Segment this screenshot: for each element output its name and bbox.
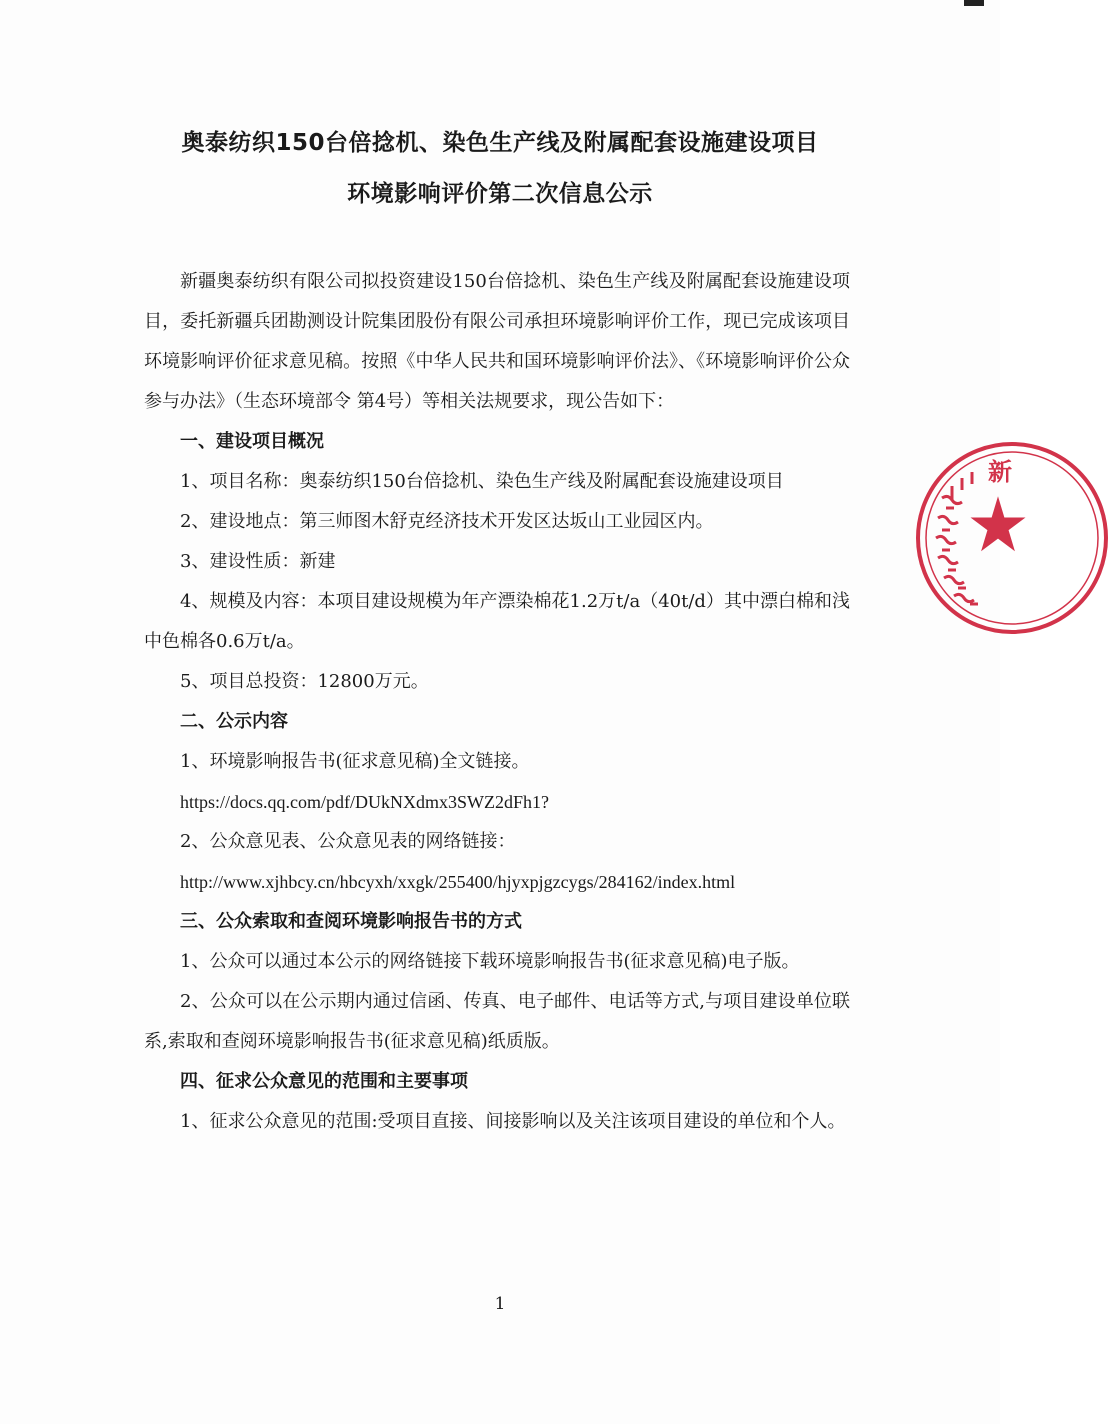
section-1-item-3: 3、建设性质：新建 [180, 551, 336, 572]
company-seal-icon [912, 438, 1112, 638]
section-2-item-1: 1、环境影响报告书(征求意见稿)全文链接。 [180, 751, 530, 772]
scan-corner-mark [964, 0, 984, 6]
report-link[interactable]: https://docs.qq.com/pdf/DUkNXdmx3SWZ2dFh1? [180, 792, 549, 812]
section-4-heading: 四、征求公众意见的范围和主要事项 [180, 1071, 468, 1092]
document-title-line-2: 环境影响评价第二次信息公示 [347, 181, 653, 207]
section-1-item-2: 2、建设地点：第三师图木舒克经济技术开发区达坂山工业园区内。 [180, 511, 714, 532]
seal-mark-text: 新 [988, 458, 1012, 486]
opinion-form-link[interactable]: http://www.xjhbcy.cn/hbcyxh/xxgk/255400/hjyxpjgzcygs/284162/index.html [180, 872, 736, 892]
section-1-item-4: 4、规模及内容：本项目建设规模为年产漂染棉花1.2万t/a（40t/d）其中漂白棉和浅中色棉各0.6万t/a。 [144, 591, 850, 652]
section-3-heading: 三、公众索取和查阅环境影响报告书的方式 [180, 911, 522, 932]
section-2-item-2: 2、公众意见表、公众意见表的网络链接： [180, 831, 516, 852]
section-1-item-1: 1、项目名称：奥泰纺织150台倍捻机、染色生产线及附属配套设施建设项目 [180, 471, 784, 492]
document-body [144, 262, 850, 1142]
document-title-line-1: 奥泰纺织150台倍捻机、染色生产线及附属配套设施建设项目 [181, 130, 819, 156]
section-4-item-1: 1、征求公众意见的范围:受项目直接、间接影响以及关注该项目建设的单位和个人。 [180, 1111, 846, 1132]
section-3-item-2: 2、公众可以在公示期内通过信函、传真、电子邮件、电话等方式,与项目建设单位联系,索取和查阅环境影响报告书(征求意见稿)纸质版。 [144, 991, 850, 1052]
section-1-item-5: 5、项目总投资：12800万元。 [180, 671, 429, 692]
section-3-item-1: 1、公众可以通过本公示的网络链接下载环境影响报告书(征求意见稿)电子版。 [180, 951, 800, 972]
page-number: 1 [494, 1294, 506, 1314]
section-2-heading: 二、公示内容 [180, 711, 288, 732]
section-1-heading: 一、建设项目概况 [180, 431, 324, 452]
intro-paragraph: 新疆奥泰纺织有限公司拟投资建设150台倍捻机、染色生产线及附属配套设施建设项目，委托新疆兵团勘测设计院集团股份有限公司承担环境影响评价工作，现已完成该项目环境影响评价征求意见稿。按照《中华人民共和国环境影响评价法》、《环境影响评价公众参与办法》（生态环境部令 第4号）等相关法规要求，现公告如下： [144, 271, 850, 412]
